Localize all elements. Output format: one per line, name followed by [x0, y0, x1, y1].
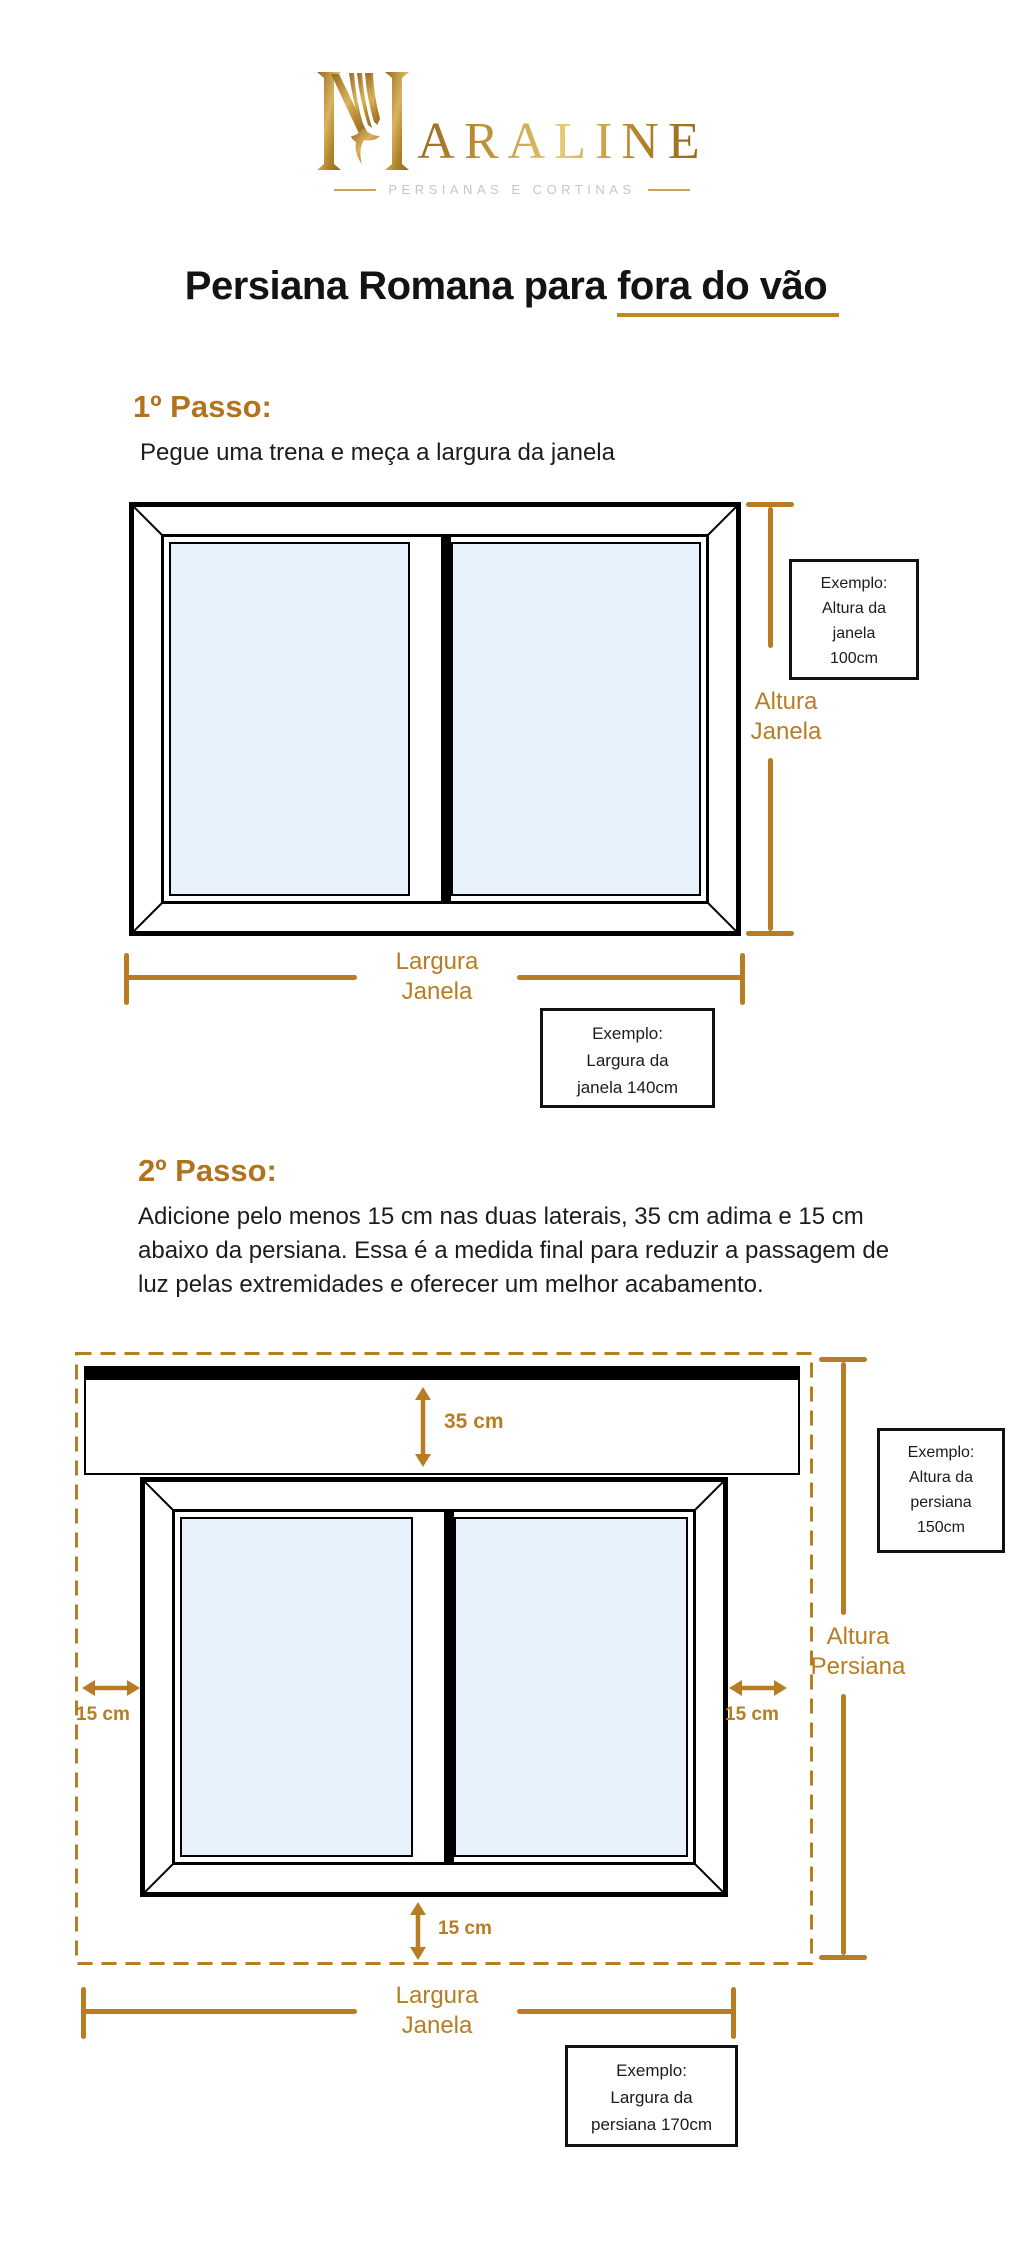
page-title-underlined: fora do vão: [617, 264, 839, 317]
example-line: Altura da: [821, 600, 887, 617]
page-title-prefix: Persiana Romana para: [184, 264, 607, 308]
example-line: Largura da: [610, 2088, 693, 2107]
measure-right-15cm: 15 cm: [725, 1704, 779, 1725]
arrow-bottom-15cm-icon: [407, 1902, 429, 1960]
height1-line-lower: [768, 758, 773, 931]
height2-line-upper: [841, 1362, 846, 1615]
example-line: 100cm: [829, 650, 879, 667]
example-line: 150cm: [916, 1519, 966, 1536]
blind-top-panel: [84, 1366, 800, 1475]
window2-sash-bar: [444, 1512, 454, 1862]
brand-name: ARALINE: [417, 116, 708, 174]
window2-right-pane: [454, 1517, 688, 1857]
curtain-monogram-icon: [315, 70, 411, 174]
width1-line-left: [124, 975, 357, 980]
arrow-left-15cm-icon: [82, 1677, 140, 1699]
example-line: Largura da: [586, 1051, 669, 1070]
example-line: Altura da: [908, 1469, 974, 1486]
arrow-35cm-icon: [412, 1387, 434, 1467]
example-line: Exemplo:: [907, 1444, 975, 1461]
width2-label-line1: Largura: [395, 1982, 479, 2009]
measure-bottom-15cm: 15 cm: [438, 1918, 492, 1939]
tagline-dash-left: [334, 189, 376, 191]
step2-description: Adicione pelo menos 15 cm nas duas laterais, 35 cm adima e 15 cm abaixo da persiana. Essa é a medida final para reduzir a passagem de luz pelas extremidades e oferecer um melhor acabamento.: [138, 1203, 890, 1298]
tagline-dash-right: [648, 189, 690, 191]
brand-logo-row: [315, 70, 708, 174]
window1-sash-bar: [441, 537, 451, 901]
brand-tagline: [334, 182, 689, 197]
height1-cap-bottom: [746, 931, 794, 936]
height1-label: [726, 687, 846, 747]
example-line: Exemplo:: [592, 1024, 663, 1043]
measure-35cm: 35 cm: [444, 1410, 504, 1433]
height1-line-upper: [768, 507, 773, 648]
example-box-width-window: [540, 1008, 715, 1108]
height1-label-line2: Janela: [750, 718, 822, 745]
width1-label: [357, 947, 517, 1007]
window2-left-pane: [180, 1517, 413, 1857]
height2-cap-bottom: [819, 1955, 867, 1960]
width1-label-line2: Janela: [401, 978, 473, 1005]
example-line: persiana 170cm: [591, 2115, 712, 2134]
height2-label: [788, 1622, 928, 1682]
brand-logo: [0, 70, 1024, 197]
width1-line-right: [517, 975, 745, 980]
window-illustration-2: [140, 1477, 728, 1897]
width2-cap-right: [731, 1987, 736, 2039]
width1-cap-right: [740, 953, 745, 1005]
width1-label-line1: Largura: [395, 948, 479, 975]
window-illustration-1: [129, 502, 741, 936]
width2-label-line2: Janela: [401, 2012, 473, 2039]
height2-label-line1: Altura: [826, 1623, 890, 1650]
example-box-height-blind: [877, 1428, 1005, 1553]
step1-description: Pegue uma trena e meça a largura da janela: [140, 439, 615, 466]
height2-line-lower: [841, 1694, 846, 1955]
arrow-right-15cm-icon: [729, 1677, 787, 1699]
example-line: persiana: [910, 1494, 972, 1511]
example-line: janela: [832, 625, 876, 642]
width2-line-left: [81, 2009, 357, 2014]
window1-right-pane: [451, 542, 701, 896]
example-box-width-blind: [565, 2045, 738, 2147]
width2-label: [357, 1981, 517, 2041]
example-line: Exemplo:: [616, 2061, 687, 2080]
height2-label-line2: Persiana: [810, 1653, 906, 1680]
example-box-height-window: [789, 559, 919, 680]
height1-label-line1: Altura: [754, 688, 818, 715]
example-line: Exemplo:: [820, 575, 888, 592]
measure-left-15cm: 15 cm: [76, 1704, 130, 1725]
width2-line-right: [517, 2009, 736, 2014]
step2-heading: 2º Passo:: [138, 1153, 277, 1188]
step1-heading: 1º Passo:: [133, 389, 272, 424]
window1-left-pane: [169, 542, 410, 896]
tagline-text: PERSIANAS E CORTINAS: [388, 182, 636, 197]
page-title: [0, 264, 1024, 309]
example-line: janela 140cm: [576, 1078, 679, 1097]
